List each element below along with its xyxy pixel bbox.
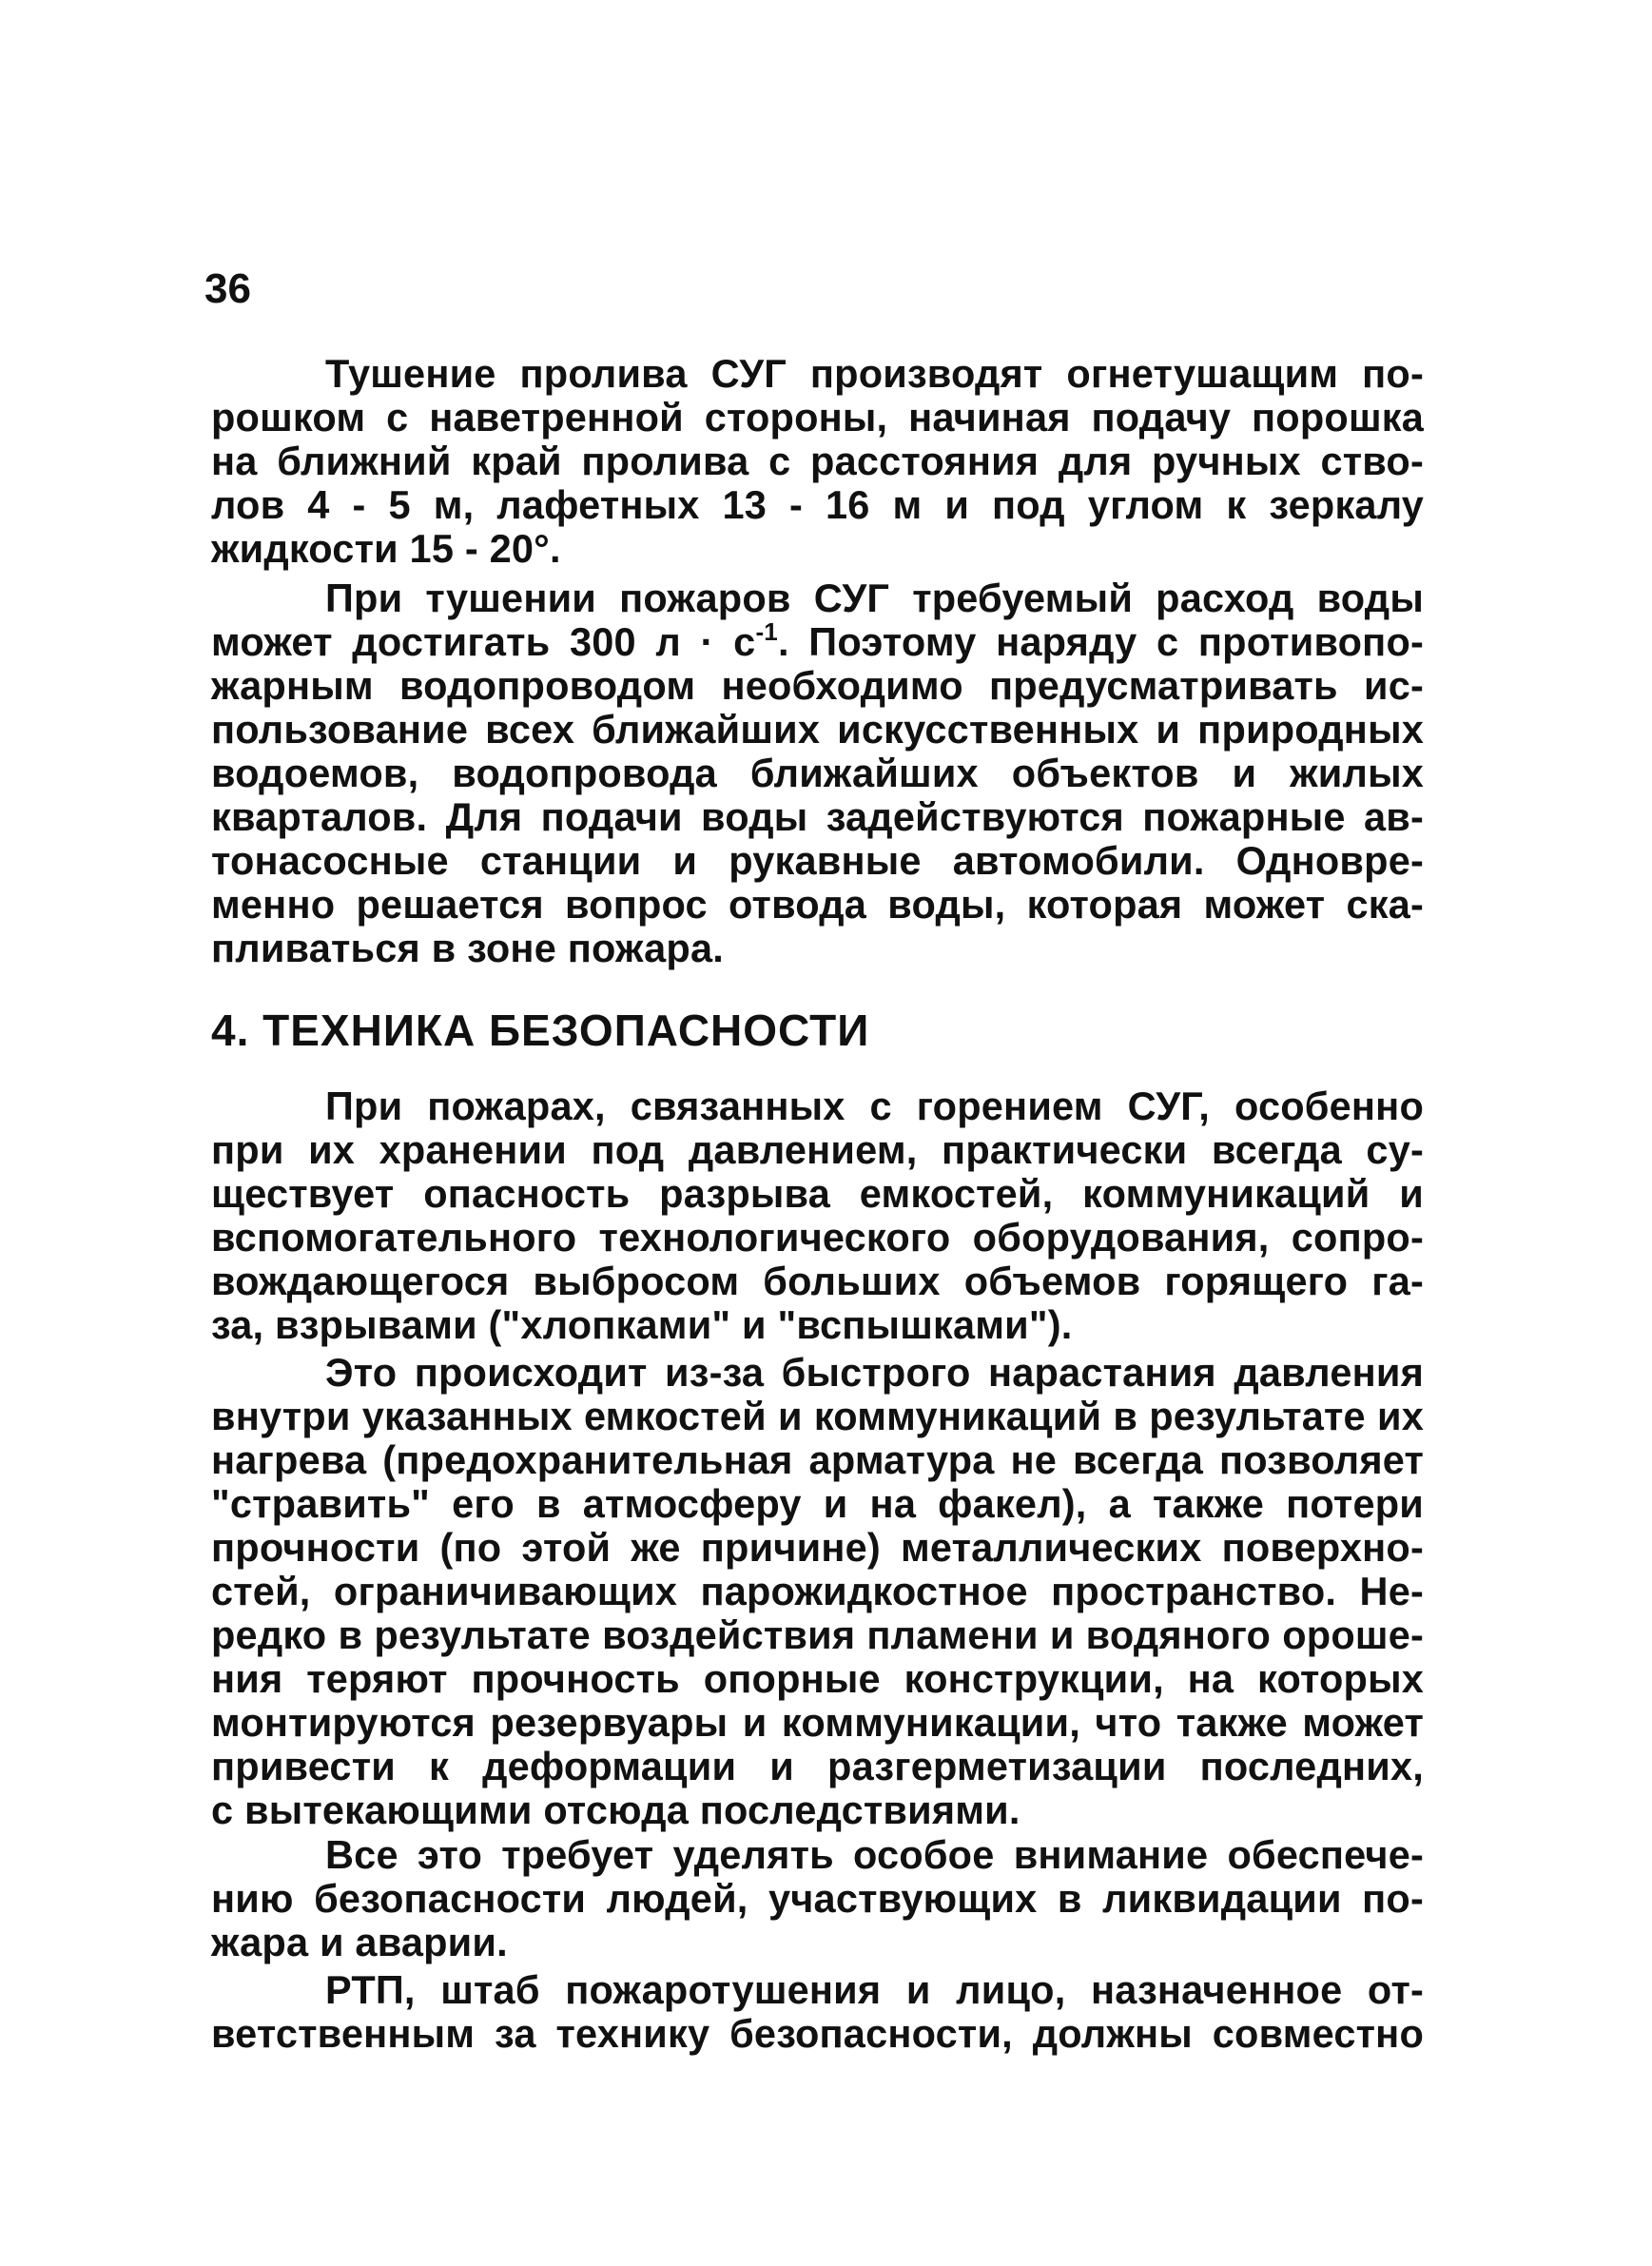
superscript-exponent: -1: [755, 617, 778, 646]
text-line: вспомогательного технологического оборудования, сопро-: [211, 1215, 1424, 1260]
text-line: жара и аварии.: [211, 1920, 508, 1964]
text-line: нагрева (предохранительная арматура не всегда позволяет: [211, 1437, 1424, 1482]
text-line: при их хранении под давлением, практически всегда су-: [211, 1127, 1424, 1172]
text-line: менно решается вопрос отвода воды, которая может ска-: [211, 882, 1424, 927]
text-line: Это происходит из-за быстрого нарастания давления: [325, 1350, 1424, 1395]
text-line: жидкости 15 - 20°.: [211, 526, 561, 571]
text-line: вождающегося выбросом больших объемов горящего га-: [211, 1259, 1424, 1303]
text-line: Тушение пролива СУГ производят огнетушащим по-: [325, 351, 1424, 396]
text-line: "стравить" его в атмосферу и на факел), а также потери: [211, 1481, 1424, 1526]
text-line: с вытекающими отсюда последствиями.: [211, 1787, 1020, 1832]
text-line: прочности (по этой же причине) металлических поверхно-: [211, 1525, 1424, 1570]
paragraph-3: [211, 1084, 1424, 1347]
text-line: лов 4 - 5 м, лафетных 13 - 16 м и под углом к зеркалу: [211, 482, 1424, 527]
text-line: ния теряют прочность опорные конструкции, на которых: [211, 1656, 1424, 1701]
paragraph-2: [211, 576, 1424, 970]
text-line: ществует опасность разрыва емкостей, коммуникаций и: [211, 1171, 1424, 1216]
text-line: тонасосные станции и рукавные автомобили. Одновре-: [211, 838, 1424, 883]
text-line: редко в результате воздействия пламени и водяного ороше-: [211, 1612, 1424, 1657]
text-fragment: . Поэтому наряду с противопо-: [777, 619, 1425, 664]
paragraph-4: [211, 1351, 1424, 1832]
text-line: привести к деформации и разгерметизации последних,: [211, 1744, 1424, 1788]
text-line-with-superscript: [211, 617, 1425, 664]
text-line: на ближний край пролива с расстояния для ручных ство-: [211, 439, 1424, 483]
text-line: за, взрывами ("хлопками" и "вспышками").: [211, 1302, 1073, 1347]
section-heading: 4. ТЕХНИКА БЕЗОПАСНОСТИ: [211, 1006, 870, 1055]
page-number: 36: [204, 265, 251, 312]
text-line: стей, ограничивающих парожидкостное пространство. Не-: [211, 1569, 1424, 1613]
text-line: пливаться в зоне пожара.: [211, 926, 724, 970]
text-line: рошком с наветренной стороны, начиная подачу порошка: [211, 395, 1424, 440]
text-line: внутри указанных емкостей и коммуникаций в результате их: [211, 1394, 1424, 1438]
text-line: кварталов. Для подачи воды задействуются пожарные ав-: [211, 794, 1424, 839]
text-line: нию безопасности людей, участвующих в ликвидации по-: [211, 1876, 1424, 1921]
text-line: монтируются резервуары и коммуникации, что также может: [211, 1700, 1424, 1745]
text-line: РТП, штаб пожаротушения и лицо, назначенное от-: [325, 1967, 1424, 2012]
text-line: ветственным за технику безопасности, должны совместно: [211, 2011, 1424, 2056]
text-line: водоемов, водопровода ближайших объектов и жилых: [211, 751, 1424, 795]
text-line: При тушении пожаров СУГ требуемый расход воды: [325, 576, 1424, 620]
text-line: пользование всех ближайших искусственных и природных: [211, 707, 1424, 752]
text-line: При пожарах, связанных с горением СУГ, особенно: [325, 1084, 1424, 1128]
paragraph-6: [211, 1968, 1424, 2056]
text-fragment: может достигать 300 л · с: [211, 619, 756, 664]
text-line: Все это требует уделять особое внимание обеспече-: [325, 1832, 1424, 1877]
paragraph-5: [211, 1833, 1424, 1964]
text-line: жарным водопроводом необходимо предусматривать ис-: [211, 663, 1424, 708]
paragraph-1: [211, 352, 1424, 571]
